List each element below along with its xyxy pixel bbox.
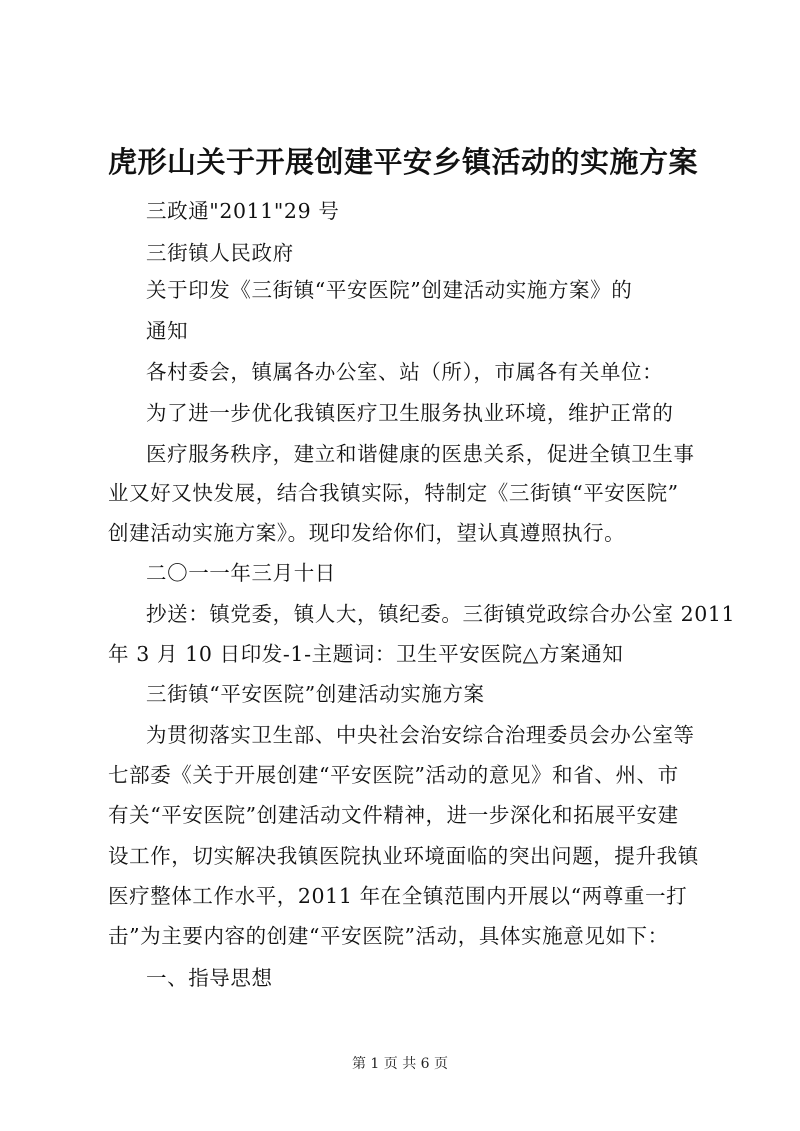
plan-title-line: 三街镇“平安医院”创建活动实施方案: [146, 682, 485, 706]
page-number-footer: 第 1 页 共 6 页: [351, 1056, 449, 1072]
issuer-line: 三街镇人民政府: [146, 241, 294, 265]
body-paragraph-1-line-3: 业又好又快发展，结合我镇实际，特制定《三街镇“平安医院”: [108, 481, 679, 505]
plan-paragraph-line-6: 击”为主要内容的创建“平安医院”活动，具体实施意见如下：: [108, 924, 669, 948]
body-paragraph-1-line-1: 为了进一步优化我镇医疗卫生服务执业环境，维护正常的: [146, 401, 674, 425]
plan-paragraph-line-2: 七部委《关于开展创建“平安医院”活动的意见》和省、州、市: [108, 763, 679, 787]
addressee-line: 各村委会，镇属各办公室、站（所），市属各有关单位：: [146, 360, 664, 384]
cc-line-2: 年 3 月 10 日印发-1-主题词：卫生平安医院△方案通知: [108, 642, 624, 666]
doc-number-line: 三政通"2011"29 号: [146, 199, 340, 223]
cc-line-1: 抄送：镇党委，镇人大，镇纪委。三街镇党政综合办公室 2011: [146, 602, 736, 626]
plan-paragraph-line-4: 设工作，切实解决我镇医院执业环境面临的突出问题，提升我镇: [108, 844, 699, 868]
document-title: 虎形山关于开展创建平安乡镇活动的实施方案: [108, 145, 699, 179]
plan-paragraph-line-5: 医疗整体工作水平，2011 年在全镇范围内开展以“两尊重一打: [108, 884, 688, 908]
notice-title-line-2: 通知: [146, 319, 189, 343]
body-paragraph-1-line-4: 创建活动实施方案》。现印发给你们，望认真遵照执行。: [108, 521, 626, 545]
plan-paragraph-line-3: 有关“平安医院”创建活动文件精神，进一步深化和拓展平安建: [108, 803, 679, 827]
notice-title-line-1: 关于印发《三街镇“平安医院”创建活动实施方案》的: [146, 278, 633, 302]
section-heading-guiding-ideology: 一、指导思想: [146, 966, 273, 990]
date-line: 二〇一一年三月十日: [146, 561, 336, 585]
plan-paragraph-line-1: 为贯彻落实卫生部、中央社会治安综合治理委员会办公室等: [146, 723, 695, 747]
body-paragraph-1-line-2: 医疗服务秩序，建立和谐健康的医患关系，促进全镇卫生事: [146, 442, 695, 466]
